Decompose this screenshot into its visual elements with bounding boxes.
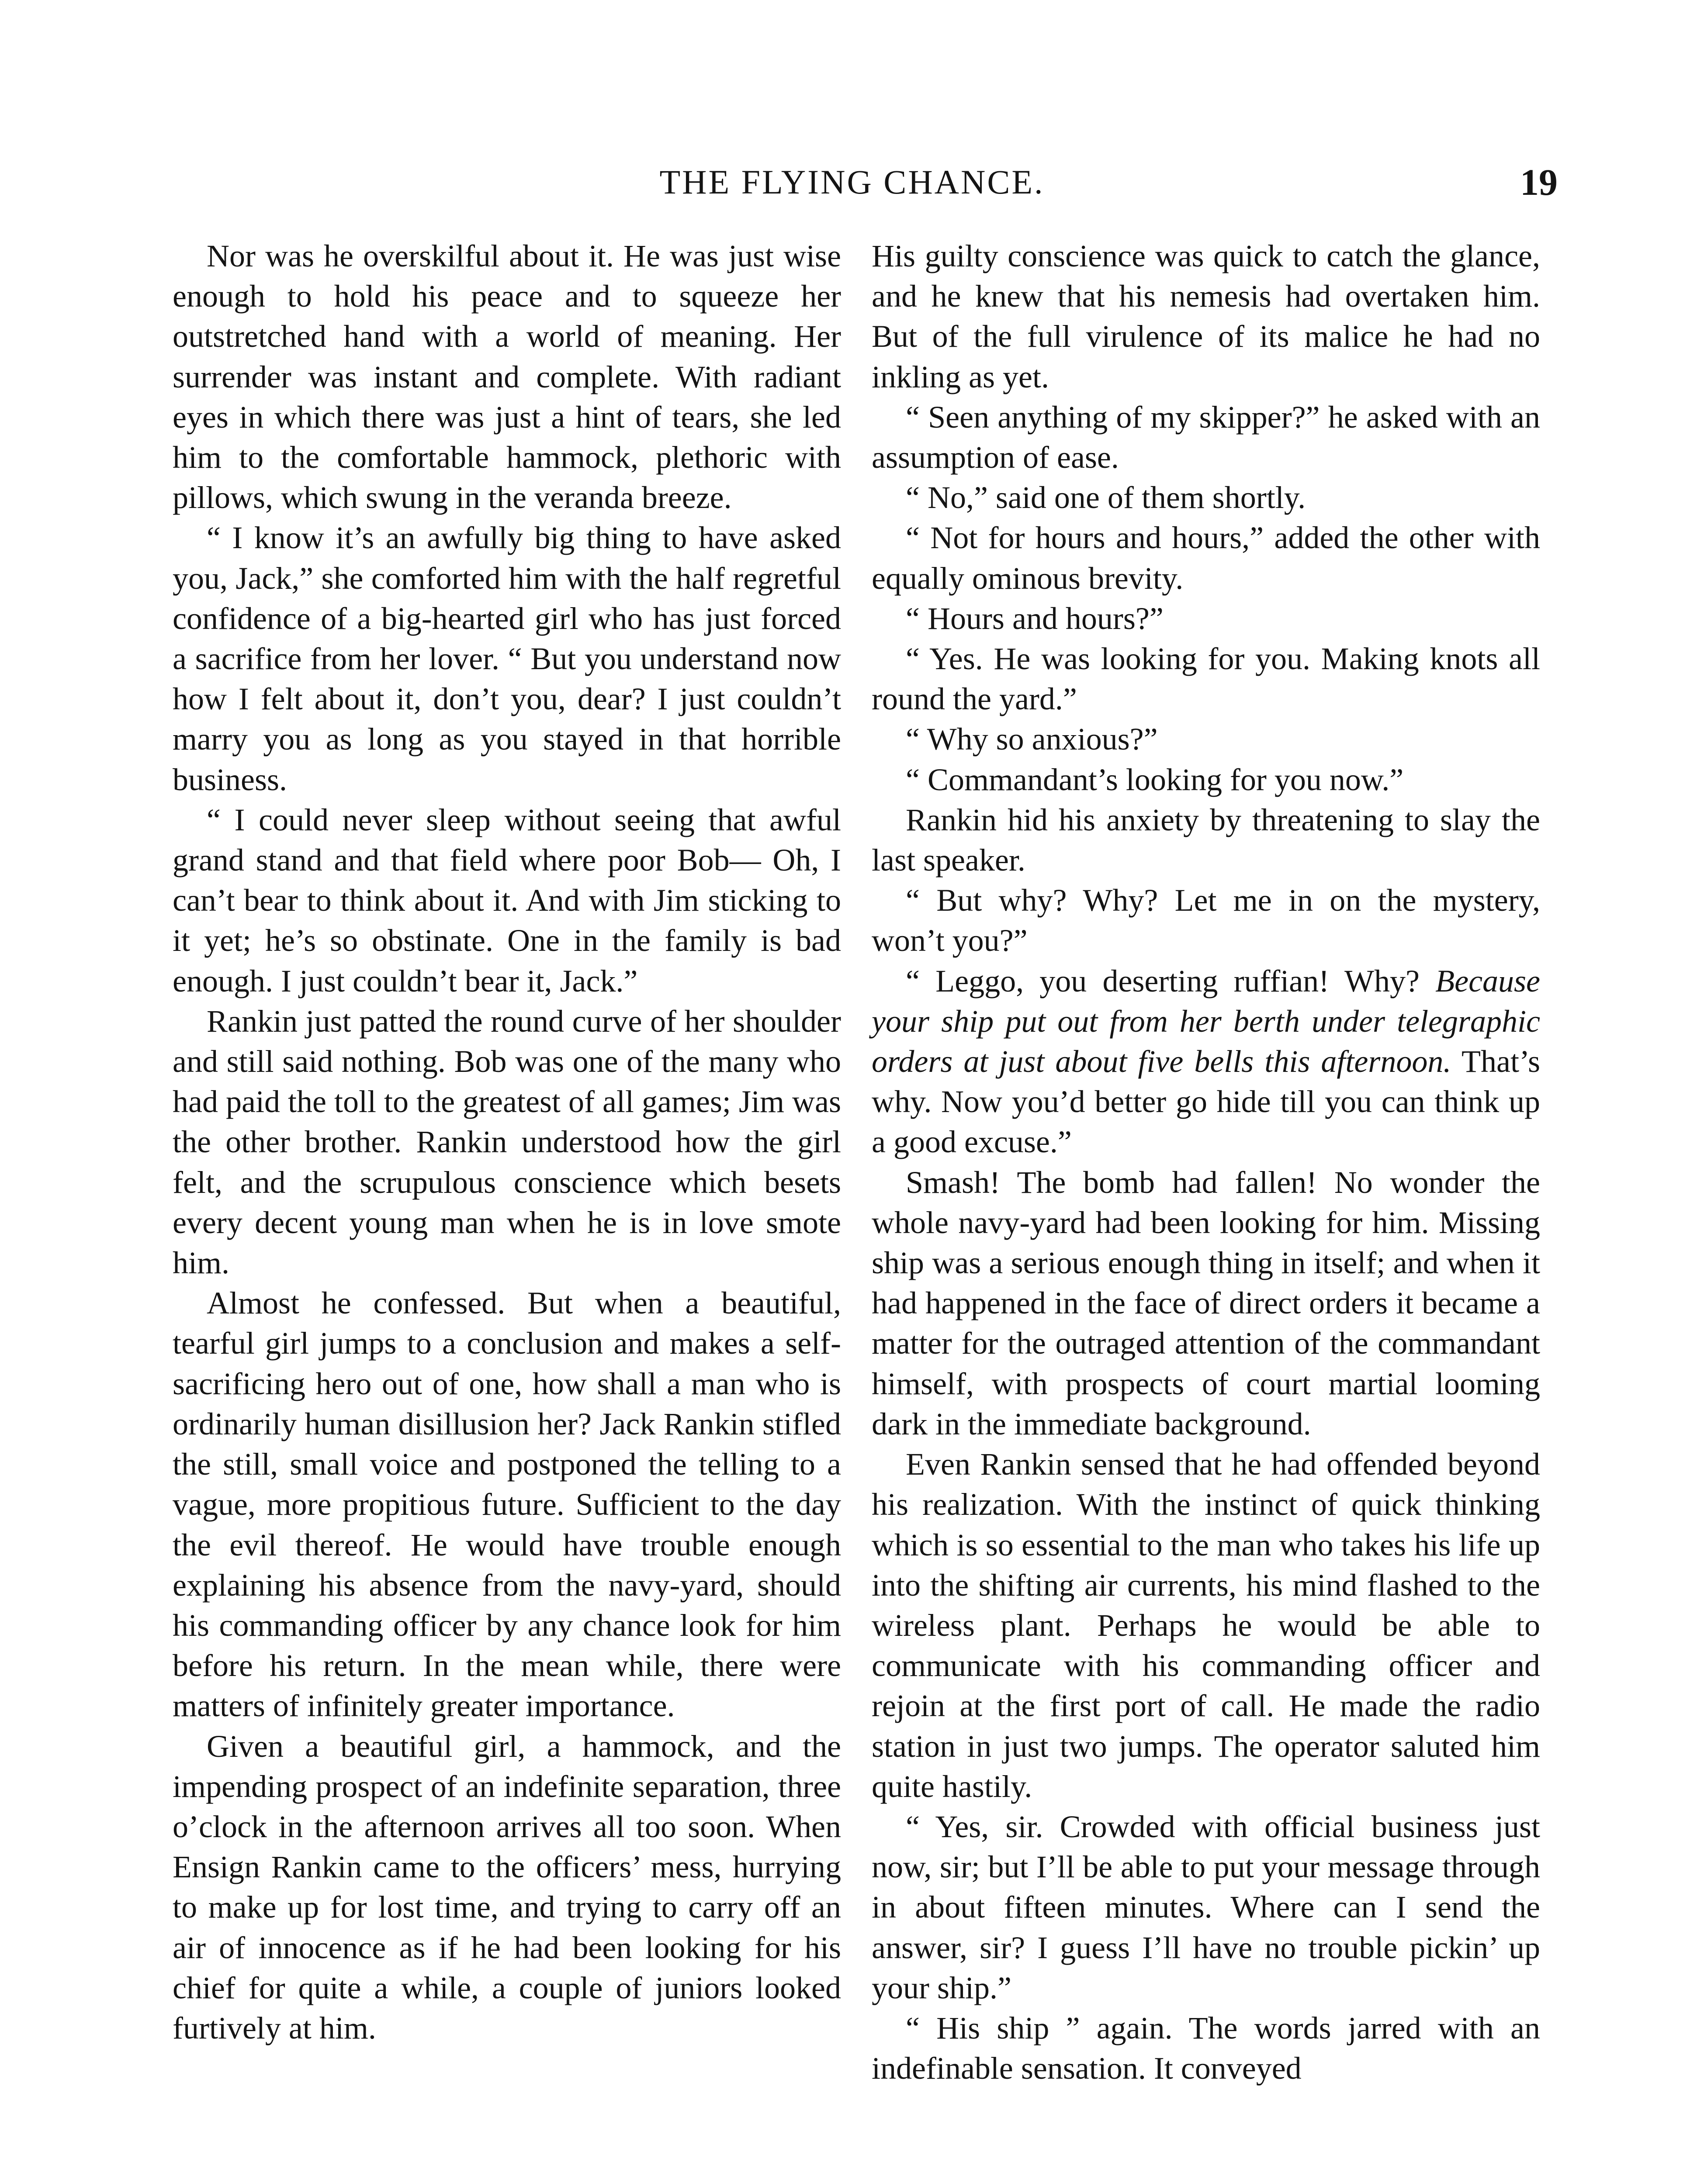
paragraph: Given a beautiful girl, a hammock, and the impending prospect of an indefinite separation, three o’clock in the afternoon arrives all too soon. When Ensign Rankin came to the officers’ mess, hurrying to make up for lost time, and trying to carry off an air of innocence as if he had been looking for his chief for quite a while, a couple of juniors looked furtively at him.: [173, 1728, 841, 2046]
running-title: THE FLYING CHANCE.: [659, 163, 1045, 201]
paragraph: “ Not for hours and hours,” added the other with equally ominous brevity.: [872, 520, 1540, 596]
paragraph: Rankin just patted the round curve of her shoulder and still said nothing. Bob was one of the many who had paid the toll to the greatest of all games; Jim was the other brother. Rankin understood how the girl felt, and the scrupulous conscience which besets every decent young man when he is in love smote him.: [173, 1003, 841, 1281]
paragraph: “ I know it’s an awfully big thing to have asked you, Jack,” she comforted him with the half regretful confidence of a big-hearted girl who has just forced a sacrifice from her lover. “ But you understand now how I felt about it, don’t you, dear? I just couldn’t marry you as long as you stayed in that horrible business.: [173, 520, 841, 797]
paragraph: Rankin hid his anxiety by threatening to slay the last speaker.: [872, 802, 1540, 878]
paragraph: “ Commandant’s looking for you now.”: [906, 762, 1404, 797]
paragraph: “ Yes, sir. Crowded with official business just now, sir; but I’ll be able to put your message through in about fifteen minutes. Where can I send the answer, sir? I guess I’ll have no trouble pickin’ up your ship.”: [872, 1809, 1540, 2005]
dialogue-text: “ Leggo, you deserting ruffian! Why?: [906, 963, 1420, 999]
paragraph: “ His ship ” again. The words jarred with an indefinable sensation. It conveyed: [872, 2010, 1540, 2086]
dialogue-text: That’s why. Now you’d better go hide till you can think up a good excuse.”: [872, 1044, 1540, 1160]
paragraph: His guilty conscience was quick to catch the glance, and he knew that his nemesis had overtaken him. But of the full virulence of its malice he had no inkling as yet.: [872, 238, 1540, 394]
paragraph: “ But why? Why? Let me in on the mystery, won’t you?”: [872, 883, 1540, 958]
paragraph: “ Yes. He was looking for you. Making knots all round the yard.”: [872, 641, 1540, 717]
paragraph: [872, 961, 1540, 1162]
right-column: [872, 236, 1540, 2088]
page-number: 19: [1520, 161, 1558, 203]
paragraph: “ Hours and hours?”: [906, 601, 1164, 636]
paragraph: Nor was he overskilful about it. He was just wise enough to hold his peace and to squeeze her outstretched hand with a world of meaning. Her surrender was instant and complete. With radiant eyes in which there was just a hint of tears, she led him to the comfortable hammock, plethoric with pillows, which swung in the veranda breeze.: [173, 238, 841, 515]
paragraph: “ Seen anything of my skipper?” he asked with an assumption of ease.: [872, 399, 1540, 475]
left-column: [173, 236, 841, 2048]
paragraph: “ Why so anxious?”: [906, 722, 1158, 757]
paragraph: Almost he confessed. But when a beautiful, tearful girl jumps to a conclusion and makes a self-sacrificing hero out of one, how shall a man who is ordinarily human disillusion her? Jack Rankin stifled the still, small voice and postponed the telling to a vague, more propitious future. Sufficient to the day the evil thereof. He would have trouble enough explaining his absence from the navy-yard, should his commanding officer by any chance look for him before his return. In the mean while, there were matters of infinitely greater importance.: [173, 1286, 841, 1724]
page-header: [0, 158, 1704, 206]
italic-passage: Because your ship put out from her berth under telegraphic orders at just about five bells this afternoon.: [872, 963, 1540, 1079]
paragraph: Even Rankin sensed that he had offended beyond his realization. With the instinct of quick thinking which is so essential to the man who takes his life up into the shifting air currents, his mind flashed to the wireless plant. Perhaps he would be able to communicate with his commanding officer and rejoin at the first port of call. He made the radio station in just two jumps. The operator saluted him quite hastily.: [872, 1447, 1540, 1804]
paragraph: “ No,” said one of them shortly.: [906, 480, 1306, 515]
paragraph: Smash! The bomb had fallen! No wonder the whole navy-yard had been looking for him. Missing ship was a serious enough thing in itself; and when it had happened in the face of direct orders it became a matter for the outraged attention of the commandant himself, with prospects of court martial looming dark in the immediate background.: [872, 1165, 1540, 1441]
paragraph: “ I could never sleep without seeing that awful grand stand and that field where poor Bob— Oh, I can’t bear to think about it. And with Jim sticking to it yet; he’s so obstinate. One in the family is bad enough. I just couldn’t bear it, Jack.”: [173, 802, 841, 999]
